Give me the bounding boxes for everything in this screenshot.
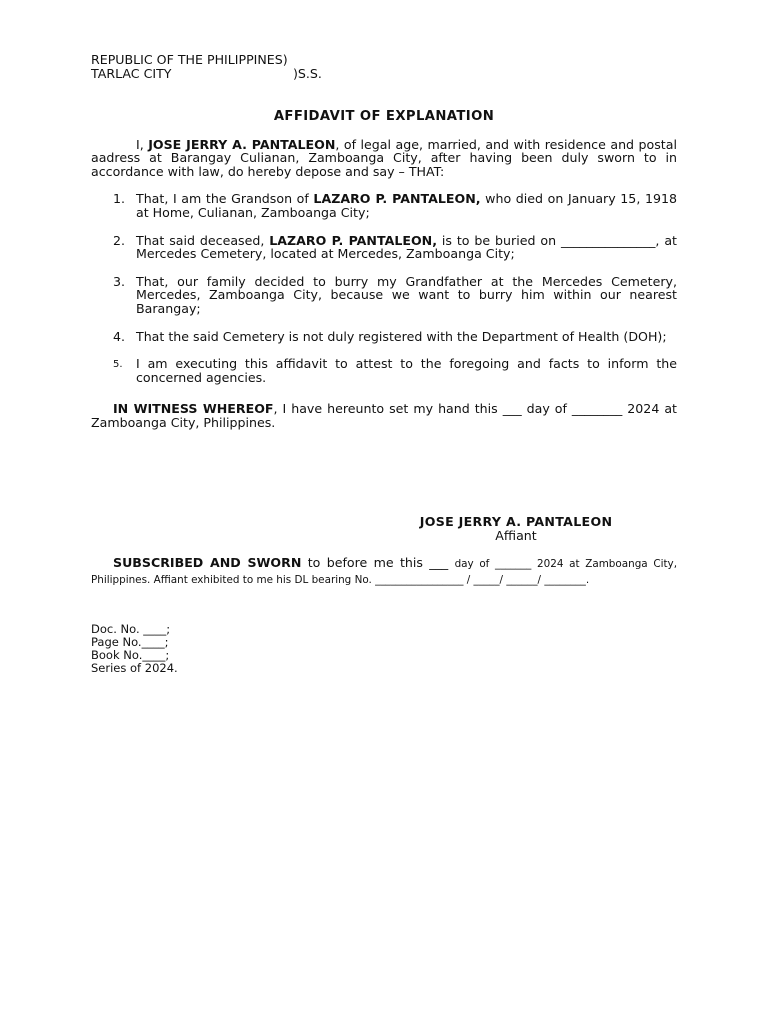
burial-date-blank: _______________ (560, 232, 656, 248)
doc-number: Doc. No. ____; (91, 622, 171, 636)
jurat-lead (91, 555, 455, 570)
item-number: 5. (113, 359, 123, 371)
caption-republic (91, 53, 677, 67)
intro-text: , of legal age, married, and with residence and postal aadress at Barangay Culianan, Zamboanga City, after having been duly sworn to in accordance with law, do hereby depose and say – THAT: (91, 136, 677, 179)
item-text: is to be buried on (436, 232, 561, 248)
witness-heading: IN WITNESS WHEREOF (113, 401, 274, 417)
signature-role: Affiant (495, 527, 537, 543)
caption-ss: )S.S. (293, 66, 322, 81)
intro-prefix: I, (136, 136, 149, 152)
intro-paragraph (91, 138, 677, 179)
witness-paragraph (91, 402, 677, 429)
jurat-heading: SUBSCRIBED AND SWORN (113, 555, 302, 570)
list-item (91, 234, 677, 261)
caption-city: TARLAC CITY (91, 66, 172, 81)
item-number: 3. (113, 273, 126, 289)
item-text: , at Mercedes Cemetery, located at Mercedes, Zamboanga City; (136, 232, 677, 262)
series-year: Series of 2024. (91, 661, 178, 675)
item-text: That said deceased, (136, 232, 270, 248)
item-bold-name: LAZARO P. PANTALEON, (313, 191, 481, 207)
intro-affiant-name: JOSE JERRY A. PANTALEON (148, 136, 336, 152)
list-item (91, 357, 677, 384)
list-item (91, 330, 677, 344)
item-number: 1. (113, 191, 126, 207)
item-text: who died on January 15, 1918 at Home, Culianan, Zamboanga City; (136, 191, 677, 220)
signature-block (406, 515, 626, 542)
caption-line-1: REPUBLIC OF THE PHILIPPINES) (91, 52, 288, 67)
deposition-list (91, 192, 677, 384)
jurat-paragraph (91, 556, 677, 587)
item-text: That the said Cemetery is not duly registered with the Department of Health (DOH); (136, 328, 667, 344)
item-text: That, I am the Grandson of (136, 191, 314, 207)
item-text: That, our family decided to burry my Grandfather at the Mercedes Cemetery, Mercedes, Zamboanga City, because we want to burry him within our nearest Barangay; (136, 273, 677, 316)
affidavit-body (91, 52, 677, 675)
witness-text: , I have hereunto set my hand this ___ day of ________ 2024 at Zamboanga City, Philippines. (91, 401, 677, 430)
list-item (91, 192, 677, 219)
item-text: I am executing this affidavit to attest to the foregoing and facts to inform the concerned agencies. (136, 356, 677, 385)
book-number: Book No.____; (91, 648, 170, 662)
signature-name: JOSE JERRY A. PANTALEON (419, 514, 613, 529)
item-bold-name: LAZARO P. PANTALEON, (269, 232, 437, 248)
caption-venue (91, 67, 677, 81)
document-title: AFFIDAVIT OF EXPLANATION (273, 109, 495, 124)
item-number: 4. (113, 328, 126, 344)
jurat-text-small: day of _______ 2024 at Zamboanga City, Philippines. Affiant exhibited to me his DL bearing No. _________________ / _____/ ______/ ________. (91, 558, 677, 586)
jurat-text-large: to before me this ___ (301, 555, 455, 570)
list-item (91, 275, 677, 316)
item-number: 2. (113, 232, 126, 248)
notarial-register (91, 623, 178, 675)
page-number: Page No.____; (91, 635, 169, 649)
